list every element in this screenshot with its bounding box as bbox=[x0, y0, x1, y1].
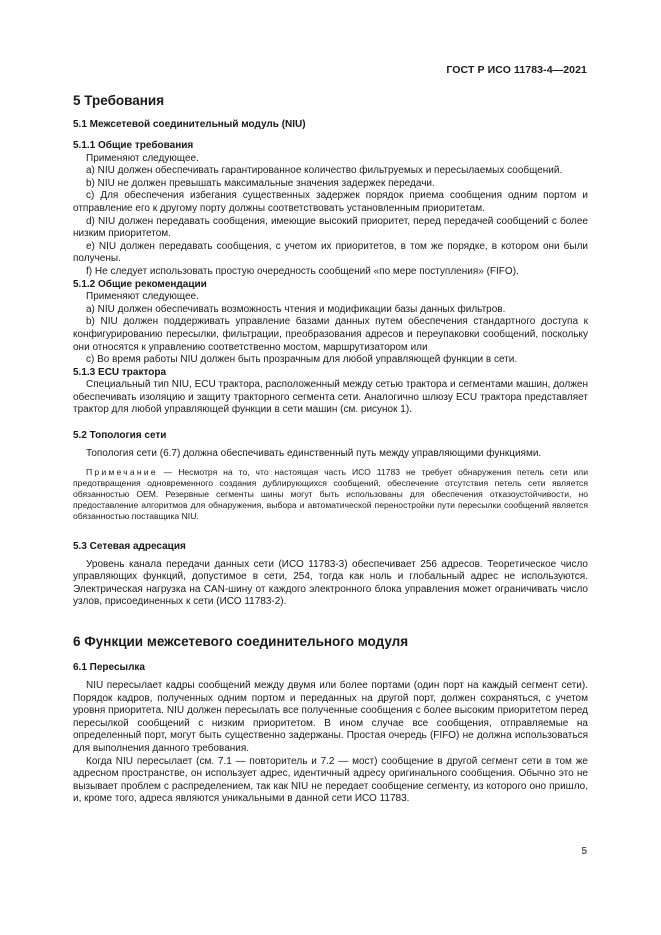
section-5-1-title: 5.1 Межсетевой соединительный модуль (NIU) bbox=[73, 119, 306, 130]
paragraph: Специальный тип NIU, ECU трактора, расположенный между сетью трактора и сегментами машин, должен обеспечивать изоляцию и защиту тракторного сегмента сети. Аналогично шлюзу ECU трактора представляет трактор для любой управляющей функции в сети машин (см. рисунок 1). bbox=[73, 379, 588, 416]
list-item: a) NIU должен обеспечивать возможность чтения и модификации базы данных фильтров. bbox=[86, 303, 506, 315]
paragraph: Применяют следующее. bbox=[86, 152, 199, 164]
note-text: — Несмотря на то, что настоящая часть ИСО 11783 не требует обнаружения петель сети или предотвращения одновременного создания дублирующихся сообщений, обеспечение отсутствия петель сети является обязанностью ОЕМ. Резервные сегменты шины могут быть использованы для обеспечения отказоустойчивости, но предоставление алгоритмов для обнаружения, выбора и автоматической переностройки пути пересылки сообщений является обязанностью поставщика NIU. bbox=[73, 466, 588, 522]
paragraph: NIU пересылает кадры сообщений между двумя или более портами (один порт на каждый сегмент сети). Порядок кадров, полученных одним портом и переданных на другой порт, должен сохраняться, с учетом уровня приоритета. NIU должен пересылать все полученные сообщения с более высоким приоритетом перед пересылкой сообщений с низким приоритетом. В ином случае все сообщения, отправляемые на определенный порт, могут быть существенно задержаны. Простая очередь (FIFO) не должна использоваться для выполнения данного требования. bbox=[73, 680, 588, 755]
section-6-title: 6 Функции межсетевого соединительного модуля bbox=[73, 634, 409, 650]
list-item: e) NIU должен передавать сообщения, с учетом их приоритетов, в том же порядке, в котором они были получены. bbox=[73, 240, 588, 265]
paragraph: Когда NIU пересылает (см. 7.1 — повторитель и 7.2 — мост) сообщение в другой сегмент сети в том же адресном пространстве, он использует адрес, идентичный адресу оригинального сообщения. Обычно это не вызывает проблем с распределением, так как NIU не передает сообщение сегменту, из которого оно пришло, и, кроме того, адреса являются уникальными в данной сети ИСО 11783. bbox=[73, 755, 588, 805]
section-5-1-3-title: 5.1.3 ECU трактора bbox=[73, 366, 167, 378]
note bbox=[73, 467, 588, 523]
list-item: f) Не следует использовать простую очередность сообщений «по мере поступления» (FIFO). bbox=[86, 265, 519, 277]
document-id-header: ГОСТ Р ИСО 11783-4—2021 bbox=[446, 64, 587, 76]
list-item: b) NIU не должен превышать максимальные значения задержек передачи. bbox=[86, 177, 435, 189]
list-item: c) Для обеспечения избегания существенных задержек порядок приема сообщения одним портом и отправление его к другому порту должны соответствовать установленным приоритетам. bbox=[73, 190, 588, 214]
section-5-3-title: 5.3 Сетевая адресация bbox=[73, 540, 186, 552]
note-label: Примечание bbox=[86, 466, 158, 477]
page-number: 5 bbox=[581, 846, 587, 857]
page-content bbox=[73, 92, 588, 806]
paragraph: Уровень канала передачи данных сети (ИСО 11783-3) обеспечивает 256 адресов. Теоретическое число управляющих функций, допустимое в сети, 254, тогда как ноль и глобальный адрес не используются. Электрическая нагрузка на CAN-шину от каждого электронного блока управления может ограничивать число узлов, присоединенных к сети (ИСО 11783-2). bbox=[73, 558, 588, 608]
list-item: c) Во время работы NIU должен быть прозрачным для любой управляющей функции в сети. bbox=[86, 354, 518, 366]
section-5-title: 5 Требования bbox=[73, 93, 165, 108]
section-5-1-1-title: 5.1.1 Общие требования bbox=[73, 140, 194, 151]
list-item: a) NIU должен обеспечивать гарантированное количество фильтруемых и пересылаемых сообщений. bbox=[86, 165, 563, 177]
paragraph: Топология сети (6.7) должна обеспечивать единственный путь между управляющими функциями. bbox=[86, 448, 542, 460]
list-item: d) NIU должен передавать сообщения, имеющие высокий приоритет, перед передачей сообщений с более низким приоритетом. bbox=[73, 215, 588, 240]
paragraph: Применяют следующее. bbox=[86, 291, 199, 303]
list-item: b) NIU должен поддерживать управление базами данных путем обеспечения стандартного доступа к конфигурированию пересылки, фильтрации, преобразования адресов и переупаковки сообщений, поскольку они относятся к управлению соответственно мостом, маршрутизатором или bbox=[73, 316, 588, 353]
section-5-2-title: 5.2 Топология сети bbox=[73, 430, 167, 442]
section-5-1-2-title: 5.1.2 Общие рекомендации bbox=[73, 278, 207, 290]
section-6-1-title: 6.1 Пересылка bbox=[73, 662, 145, 674]
